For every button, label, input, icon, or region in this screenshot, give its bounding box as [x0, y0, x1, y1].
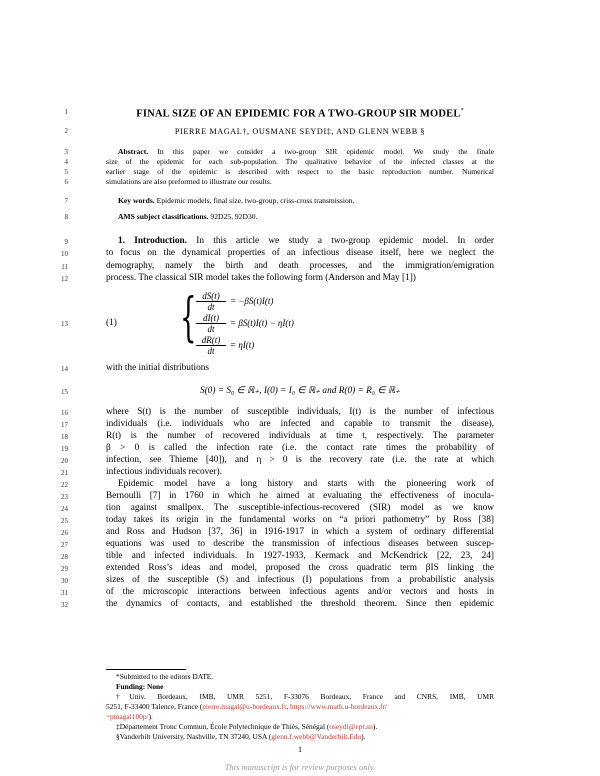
line-number: 2: [64, 127, 68, 135]
body-line: where S(t) is the number of susceptible individuals, I(t) is the number of infectious: [106, 407, 494, 417]
line-number: 16: [61, 409, 68, 417]
ams-text: 92D25, 92D30.: [210, 212, 258, 221]
url-link-magal-cont[interactable]: ~pmagal100p/: [106, 712, 149, 721]
footnote-text: ).: [372, 722, 378, 731]
footnote-text: ).: [361, 732, 366, 741]
line-number: 32: [61, 601, 68, 609]
body-line: R(t) is the number of recovered individuals at time t, respectively. The parameter: [106, 431, 494, 441]
title-text: FINAL SIZE OF AN EPIDEMIC FOR A TWO-GROUP SIR MODEL: [136, 108, 461, 120]
body-line: of the microscopic interactions between infectious agents and/or vectors and hosts in: [106, 587, 494, 597]
intro-line: process. The classical SIR model takes the following form (Anderson and May [1]): [106, 273, 416, 283]
line-number: 20: [61, 457, 68, 465]
fraction-numerator: dS(t): [196, 291, 226, 302]
derivative-fraction: [196, 335, 226, 356]
fraction-denominator: dt: [207, 346, 215, 356]
line-number: 4: [64, 158, 68, 166]
line-number: 30: [61, 577, 68, 585]
footnote-affiliation-seydi: [116, 722, 504, 732]
abstract-line: earlier stage of the epidemic is described with respect to the basic reproduction number. Numerical: [106, 167, 494, 176]
abstract-label: Abstract.: [118, 147, 149, 156]
footnote-affiliation-webb: [116, 732, 504, 742]
body-line: Epidemic model have a long history and starts with the pioneering work of: [118, 479, 494, 489]
fraction-denominator: dt: [207, 302, 215, 312]
body-line: extended Ross’s ideas and model, proposed the cross quadratic term βIS linking the: [106, 563, 494, 573]
equation-rhs: = −βS(t)I(t): [230, 296, 274, 306]
line-number: 5: [64, 168, 68, 176]
line-number: 12: [61, 275, 68, 283]
intro-line: demography, namely the birth and death processes, and the immigration/emigration: [106, 261, 494, 271]
line-number: 21: [61, 469, 68, 477]
footnote-funding: Funding: None: [116, 682, 164, 691]
body-line: tible and infected individuals. In 1927-1933, Kermack and McKendrick [22, 23, 24]: [106, 551, 494, 561]
line-number: 22: [61, 481, 68, 489]
line-number: 8: [64, 213, 68, 221]
footnote-submitted: *Submitted to the editors DATE.: [116, 672, 214, 681]
footnote-text: ,: [286, 702, 289, 711]
line-number: 3: [64, 148, 68, 156]
footnote-affiliation-magal: †Univ. Bordeaux, IMB, UMR 5251, F-33076 Bordeaux, France and CNRS, IMB, UMR: [116, 692, 494, 701]
ams-classifications: [118, 211, 506, 222]
line-number: 29: [61, 565, 68, 573]
footnote-text: §Vanderbilt University, Nashville, TN 37240, USA (: [116, 732, 272, 741]
url-link-magal[interactable]: https://www.math.u-bordeaux.fr/: [290, 702, 388, 711]
line-number: 11: [61, 263, 68, 271]
left-brace: {: [180, 288, 197, 348]
fraction-denominator: dt: [207, 324, 215, 334]
abstract-line: size of the epidemic for each sub-population. The qualitative behavior of the infected classes at the: [106, 157, 494, 166]
footnote-text: 5251, F-33400 Talence, France (: [106, 702, 203, 711]
body-line: infectious individuals recover).: [106, 467, 222, 477]
paper-title: [106, 106, 494, 120]
body-line: individuals (i.e. individuals who are infected and capable to transmit the disease),: [106, 419, 494, 429]
email-link-webb[interactable]: glenn.f.webb@Vanderbilt.Edu: [271, 732, 362, 741]
line-number: 6: [64, 178, 68, 186]
line-number: 1: [64, 108, 68, 116]
ams-label: AMS subject classifications.: [118, 212, 209, 221]
line-number: 13: [61, 320, 68, 328]
keywords-label: Key words.: [118, 196, 155, 205]
footnote-text: ‡Département Tronc Commun, École Polytechnique de Thiès, Sénégal (: [116, 722, 330, 731]
equation-rhs: = ηI(t): [230, 340, 255, 350]
footnote-rule: [106, 669, 186, 670]
line-number: 14: [61, 365, 68, 373]
equation-rhs: = βS(t)I(t) − ηI(t): [230, 318, 294, 328]
body-line: Bernoulli [7] in 1760 in which he aimed at evaluating the effectiveness of inocula-: [106, 491, 494, 501]
initial-distribution-intro: with the initial distributions: [106, 363, 210, 373]
line-number: 18: [61, 433, 68, 441]
page-number: 1: [298, 745, 302, 754]
line-number: 7: [64, 197, 68, 205]
intro-line: to focus on the dynamical properties of an infectious disease itself, here we neglect the: [106, 248, 494, 258]
footnote-text: ).: [148, 712, 153, 721]
line-number: 27: [61, 541, 68, 549]
body-line: equations was used to describe the transmission of infectious diseases between suscep-: [106, 539, 494, 549]
fraction-numerator: dI(t): [196, 313, 226, 324]
review-watermark-footer: This manuscript is for review purposes only.: [224, 762, 376, 772]
initial-condition-equation: S(0) = S₀ ∈ ℝ₊, I(0) = I₀ ∈ ℝ₊ and R(0) = R₀ ∈ ℝ₊: [199, 386, 401, 396]
body-line: β > 0 is called the infection rate (i.e. the contact rate times the probability of: [106, 443, 494, 453]
title-footnote-mark: *: [460, 108, 464, 114]
keywords-text: Epidemic models, final size, two-group, criss-cross transmission.: [156, 196, 355, 205]
footnote-url-cont: [106, 712, 494, 722]
derivative-fraction: [196, 291, 226, 312]
abstract-text: In this paper we consider a two-group SIR epidemic model. We study the finale: [157, 147, 494, 156]
line-number: 17: [61, 421, 68, 429]
line-number: 28: [61, 553, 68, 561]
line-number: 25: [61, 517, 68, 525]
abstract-line: simulations are also preformed to illustrate our results.: [106, 177, 272, 186]
email-link-seydi[interactable]: oseydi@ept.sn: [329, 722, 373, 731]
equation-number: (1): [106, 318, 117, 328]
footnote-affiliation-magal-cont: [106, 702, 494, 712]
intro-line: [118, 236, 494, 247]
line-number: 15: [61, 388, 68, 396]
intro-text: In this article we study a two-group epidemic model. In order: [196, 236, 494, 246]
body-line: infection, see Thieme [40]), and η > 0 is the recovery rate (i.e. the rate at which: [106, 455, 494, 465]
section-heading: 1. Introduction.: [118, 236, 188, 246]
body-line: tion against smallpox. The susceptible-infectious-recovered (SIR) model as we know: [106, 503, 494, 513]
line-number: 23: [61, 493, 68, 501]
body-line: and Ross and Hudson [37, 36] in 1916-1917 in which a system of ordinary differential: [106, 527, 494, 537]
body-line: sizes of the susceptible (S) and infectious (I) populations from a probabilistic analysis: [106, 575, 494, 585]
paper-authors: PIERRE MAGAL†, OUSMANE SEYDI‡, AND GLENN WEBB §: [174, 127, 426, 136]
fraction-numerator: dR(t): [196, 335, 226, 346]
body-line: the dynamics of contacts, and established the threshold theorem. Since then epidemic: [106, 599, 494, 609]
derivative-fraction: [196, 313, 226, 334]
body-line: today takes its origin in the fundamental works on “a priori pathometry” by Ross [38]: [106, 515, 494, 525]
line-number: 10: [61, 250, 68, 258]
line-number: 24: [61, 505, 68, 513]
line-number: 9: [64, 238, 68, 246]
line-number: 31: [61, 589, 68, 597]
line-number: 19: [61, 445, 68, 453]
email-link-magal[interactable]: pierre.magal@u-bordeaux.fr: [202, 702, 287, 711]
line-number: 26: [61, 529, 68, 537]
keywords: [118, 195, 506, 206]
